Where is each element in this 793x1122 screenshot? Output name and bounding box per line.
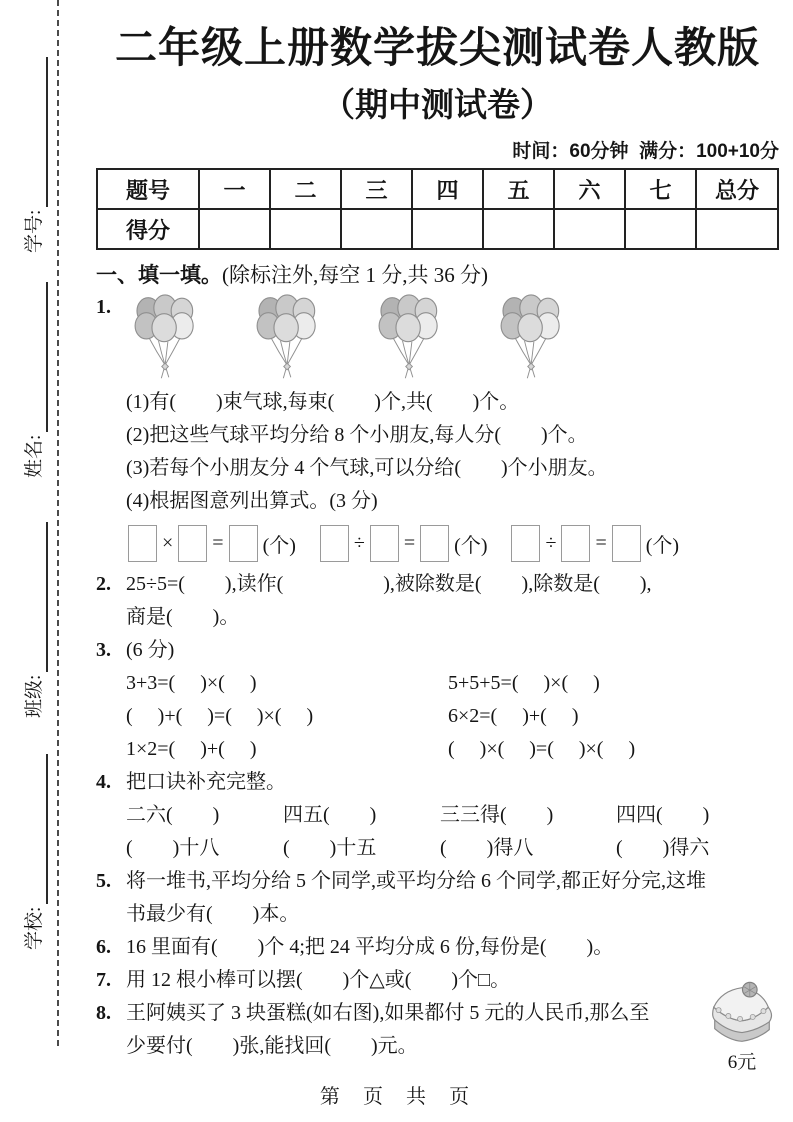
section-1-note: (除标注外,每空 1 分,共 36 分) [222,263,488,288]
question-1-sub-1: (1)有( )束气球,每束( )个,共( )个。 [126,391,520,414]
question-1-sub-3: (3)若每个小朋友分 4 个气球,可以分给( )个小朋友。 [126,457,608,480]
student-name-field [16,282,48,478]
score-table-corner: 题号 [97,169,199,209]
score-row-label: 得分 [97,209,199,249]
question-4-number: 4. [96,771,111,794]
question-1-sub-2: (2)把这些气球平均分给 8 个小朋友,每人分( )个。 [126,424,588,447]
score-cell [412,209,483,249]
balloon-illustration-row [126,291,779,386]
student-id-label: 学号: [24,209,45,253]
question-8-line-1: 王阿姨买了 3 块蛋糕(如右图),如果都付 5 元的人民币,那么至 [126,1002,650,1025]
q4-item: 二六( ) [126,804,220,827]
score-table-header-row [97,169,778,209]
balloon-bunch-icon [496,294,568,382]
score-table-col-6: 六 [554,169,625,209]
score-cell [554,209,625,249]
answer-box [511,525,540,562]
section-1-heading [96,259,779,291]
question-8 [96,997,779,1074]
score-cell [483,209,554,249]
question-3 [96,634,779,766]
q4-item: 三三得( ) [440,804,554,827]
score-table-score-row [97,209,778,249]
equation-group-multiply [128,525,296,562]
score-table-col-total: 总分 [696,169,778,209]
page-title: 二年级上册数学拔尖测试卷人教版 [114,24,760,71]
question-5-number: 5. [96,870,111,893]
question-6-number: 6. [96,936,111,959]
class-blank-line [38,522,48,672]
equation-boxes-row [128,520,779,566]
score-table-col-4: 四 [412,169,483,209]
question-2-line-2: 商是( )。 [126,606,240,629]
school-field [16,754,48,950]
question-8-line-2: 少要付( )张,能找回( )元。 [126,1035,418,1058]
balloon-bunch-icon [130,294,202,382]
student-id-blank-line [38,57,48,207]
answer-box [178,525,207,562]
question-7 [96,964,779,997]
equals-sign: = [595,531,607,554]
cake-illustration [699,977,785,1073]
question-3-equations [126,667,779,766]
score-table-col-3: 三 [341,169,412,209]
question-5 [96,865,779,931]
question-1-sub-4: (4)根据图意列出算式。(3 分) [126,490,378,513]
answer-box [128,525,157,562]
answer-box [420,525,449,562]
question-6-text: 16 里面有( )个 4;把 24 平均分成 6 份,每份是( )。 [126,936,614,959]
school-label: 学校: [24,906,45,950]
question-2-line-1: 25÷5=( ),读作( ),被除数是( ),除数是( ), [126,573,652,596]
question-4 [96,766,779,865]
question-2-number: 2. [96,573,111,596]
q3-eq-right-3: ( )×( )=( )×( ) [448,738,636,761]
equals-sign: = [212,531,224,554]
question-5-line-1: 将一堆书,平均分给 5 个同学,或平均分给 6 个同学,都正好分完,这堆 [126,870,706,893]
equation-group-divide-1 [320,525,488,562]
section-1-title: 一、填一填。 [96,263,222,288]
question-4-row-2 [126,832,779,865]
operator: ÷ [545,531,557,554]
q3-eq-left-2: ( )+( )=( )×( ) [126,705,314,728]
equals-sign: = [403,531,416,554]
question-1-number: 1. [96,296,111,319]
question-8-number: 8. [96,1002,111,1025]
operator: ÷ [353,531,365,554]
question-5-line-2: 书最少有( )本。 [126,903,300,926]
q3-eq-right-1: 5+5+5=( )×( ) [448,672,600,695]
operator: × [162,531,174,554]
question-1 [96,291,779,568]
unit-label: (个) [454,534,488,557]
q4-item: ( )十五 [283,837,377,860]
page-footer: 第 页 共 页 [319,1086,474,1108]
answer-box [370,525,399,562]
balloon-bunch-icon [374,294,446,382]
score-table-col-2: 二 [270,169,341,209]
school-blank-line [38,754,48,904]
score-cell [270,209,341,249]
question-7-number: 7. [96,969,111,992]
question-4-label: 把口诀补充完整。 [126,771,286,794]
score-cell [696,209,778,249]
student-id-field [16,57,48,253]
student-name-label: 姓名: [24,434,45,478]
paper-main-column [96,0,779,1074]
q4-item: ( )十八 [126,837,220,860]
cake-slice-icon [700,977,784,1053]
score-table [96,168,779,250]
q3-eq-left-3: 1×2=( )+( ) [126,738,257,761]
question-3-points: (6 分) [126,639,175,662]
score-cell [341,209,412,249]
question-7-text: 用 12 根小棒可以摆( )个△或( )个□。 [126,969,511,992]
score-cell [199,209,270,249]
class-label: 班级: [24,674,45,718]
class-field [16,522,48,718]
student-name-blank-line [38,282,48,432]
question-4-row-1 [126,799,779,832]
q4-item: ( )得八 [440,837,534,860]
balloon-bunch-icon [252,294,324,382]
cake-price-label: 6元 [727,1052,757,1074]
equation-group-divide-2 [511,525,679,562]
question-2 [96,568,779,634]
question-3-number: 3. [96,639,111,662]
fold-dashed-line [57,0,59,1046]
score-table-col-1: 一 [199,169,270,209]
answer-box [229,525,258,562]
page-subtitle: （期中测试卷） [322,85,553,123]
exam-time-score-info: 时间：60分钟 满分：100+10分 [512,141,779,163]
answer-box [612,525,641,562]
q4-item: ( )得六 [616,837,710,860]
unit-label: (个) [645,534,680,557]
score-table-col-7: 七 [625,169,696,209]
answer-box [320,525,349,562]
q3-eq-right-2: 6×2=( )+( ) [448,705,579,728]
score-cell [625,209,696,249]
q3-eq-left-1: 3+3=( )×( ) [126,672,257,695]
answer-box [561,525,590,562]
q4-item: 四五( ) [283,804,377,827]
q4-item: 四四( ) [616,804,710,827]
unit-label: (个) [262,534,296,557]
question-6 [96,931,779,964]
score-table-col-5: 五 [483,169,554,209]
